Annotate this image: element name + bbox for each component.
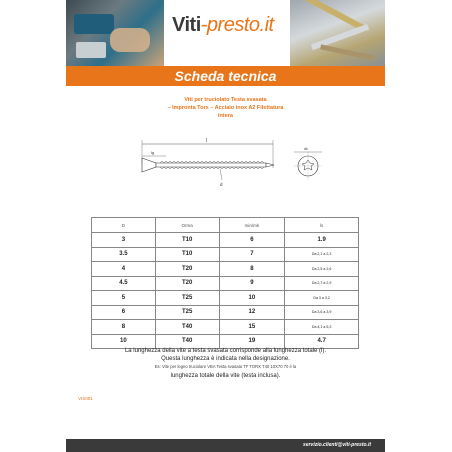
- note-line: Questa lunghezza è indicata nella designazione.: [161, 356, 290, 362]
- table-cell: Da 2,7 a 2,9: [285, 276, 359, 291]
- label-d: d: [220, 182, 223, 187]
- table-cell: 3.5: [92, 247, 156, 262]
- table-cell: 8: [219, 262, 285, 277]
- table-cell: 1.9: [285, 233, 359, 248]
- example-note: Es: Vite per legno truciolare VBA Testa svasata TF TORX T40 10X70 70 è la: [154, 364, 297, 369]
- table-cell: 6: [92, 305, 156, 320]
- table-cell: T10: [155, 247, 219, 262]
- subtitle-line: – Impronta Torx – Acciaio inox A2 Filettatura: [167, 105, 284, 111]
- table-row: [92, 262, 359, 277]
- footer-bar: [66, 439, 385, 452]
- label-l: l: [206, 138, 208, 144]
- table-cell: Da 3,6 a 3,9: [285, 305, 359, 320]
- table-cell: 6: [219, 233, 285, 248]
- title-banner: [66, 66, 385, 86]
- logo-main: Viti: [172, 14, 201, 36]
- table-cell: T10: [155, 233, 219, 248]
- table-row: [92, 291, 359, 306]
- column-header: Orma: [155, 218, 219, 233]
- table-row: [92, 233, 359, 248]
- page-title: Scheda tecnica: [174, 68, 277, 84]
- table-cell: 5: [92, 291, 156, 306]
- table-cell: Da 2,1 a 2,3: [285, 247, 359, 262]
- logo-area: [164, 0, 290, 66]
- note-line: La lunghezza della vite a testa svasata corrisponde alla lunghezza totale (l).: [124, 348, 327, 354]
- table-row: [92, 305, 359, 320]
- photo-shape: [74, 14, 114, 34]
- table-cell: T40: [155, 320, 219, 335]
- table-cell: Da 4,1 a 5,3: [285, 320, 359, 335]
- table-cell: 3: [92, 233, 156, 248]
- column-header: ls: [285, 218, 359, 233]
- spec-table: [91, 217, 359, 349]
- screw-tip: [266, 163, 274, 167]
- subtitle-line: Viti per truciolato Testa svasata: [184, 97, 267, 103]
- logo-accent: -presto.it: [200, 14, 274, 36]
- header-photo-tools: [66, 0, 164, 66]
- subtitle-line: intera: [218, 113, 233, 119]
- table-cell: T20: [155, 262, 219, 277]
- table-cell: 15: [219, 320, 285, 335]
- table-cell: 4: [92, 262, 156, 277]
- photo-shape: [110, 28, 150, 52]
- table-cell: 12: [219, 305, 285, 320]
- table-cell: 10: [219, 291, 285, 306]
- table-cell: 4.7: [285, 334, 359, 349]
- table-cell: 7: [219, 247, 285, 262]
- table-cell: 19: [219, 334, 285, 349]
- brand-logo: [172, 14, 274, 37]
- label-lg: lg: [151, 150, 155, 155]
- screw-shank: [156, 163, 266, 167]
- table-cell: T20: [155, 276, 219, 291]
- document-code: VIS001: [78, 396, 93, 401]
- datasheet-page: [66, 0, 385, 452]
- table-row: [92, 247, 359, 262]
- screw-diagram: [128, 134, 328, 208]
- column-header: min/mk: [219, 218, 285, 233]
- footer-email-link[interactable]: servizio.clienti@viti-presto.it: [303, 442, 371, 448]
- table-cell: T25: [155, 305, 219, 320]
- table-cell: T25: [155, 291, 219, 306]
- label-dk: dk: [304, 147, 308, 151]
- product-subtitle: [66, 96, 385, 120]
- table-row: [92, 276, 359, 291]
- table-cell: Da 2,5 a 2,6: [285, 262, 359, 277]
- screw-head: [142, 158, 156, 172]
- table-header-row: [92, 218, 359, 233]
- table-cell: 8: [92, 320, 156, 335]
- example-note-end: lunghezza totale della vite (testa inclusa).: [170, 373, 281, 379]
- table-cell: 10: [92, 334, 156, 349]
- photo-shape: [76, 42, 106, 58]
- column-header: D: [92, 218, 156, 233]
- header-photo-screws: [290, 0, 385, 66]
- table-row: [92, 320, 359, 335]
- table-cell: T40: [155, 334, 219, 349]
- photo-shape: [320, 44, 375, 60]
- length-note: [86, 347, 365, 363]
- table-cell: 4.5: [92, 276, 156, 291]
- table-cell: Da 3 a 3,2: [285, 291, 359, 306]
- table-cell: 9: [219, 276, 285, 291]
